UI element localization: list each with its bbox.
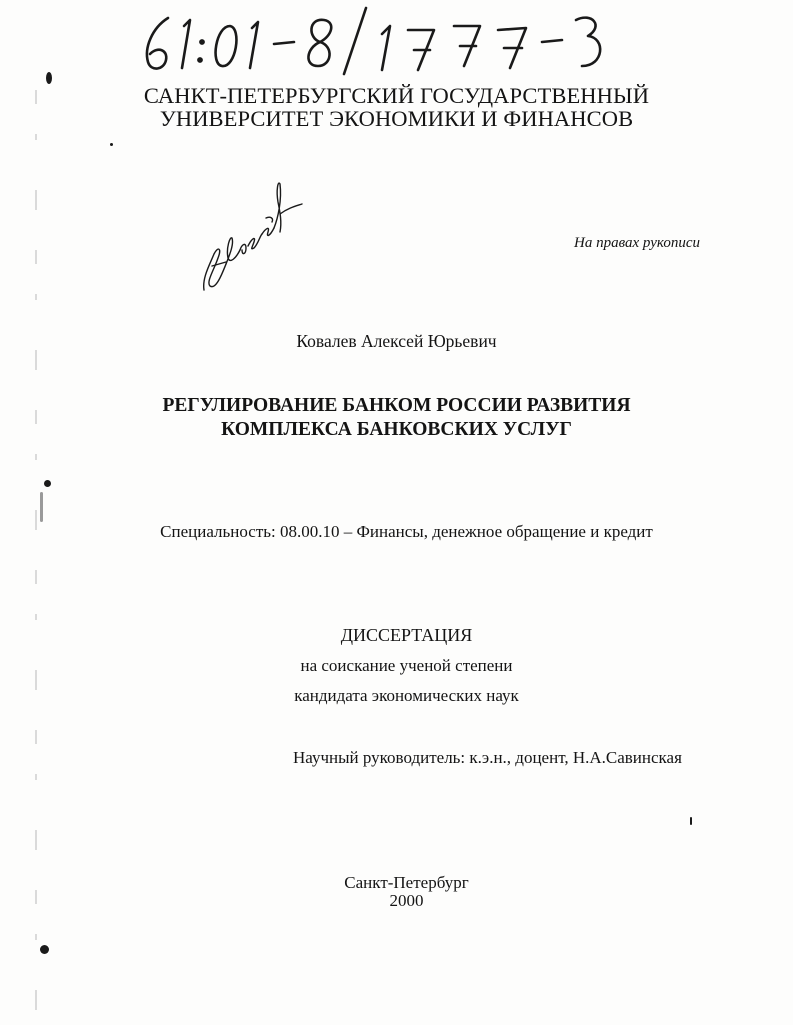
scan-speck xyxy=(110,143,113,146)
scan-speck xyxy=(40,945,49,954)
dissertation-title-line1: РЕГУЛИРОВАНИЕ БАНКОМ РОССИИ РАЗВИТИЯ xyxy=(162,395,631,416)
scan-speck xyxy=(44,480,51,487)
dissertation-heading: ДИССЕРТАЦИЯ xyxy=(340,625,473,645)
scan-speck xyxy=(40,492,43,522)
university-name-line1: САНКТ-ПЕТЕРБУРГСКИЙ ГОСУДАРСТВЕННЫЙ xyxy=(143,83,650,108)
degree-line1: на соискание ученой степени xyxy=(300,656,513,675)
scan-speck xyxy=(46,72,52,84)
rights-note: На правах рукописи xyxy=(574,235,700,251)
specialty: Специальность: 08.00.10 – Финансы, денежное обращение и кредит xyxy=(160,522,653,541)
dissertation-title-line2: КОМПЛЕКСА БАНКОВСКИХ УСЛУГ xyxy=(221,419,572,440)
city: Санкт-Петербург xyxy=(344,873,469,892)
scientific-advisor: Научный руководитель: к.э.н., доцент, Н.А.Савинская xyxy=(293,748,682,767)
handwritten-signature xyxy=(196,178,308,298)
scan-edge-line xyxy=(35,90,37,1020)
handwritten-archive-number xyxy=(138,4,608,76)
author-name: Ковалев Алексей Юрьевич xyxy=(296,331,497,351)
year: 2000 xyxy=(389,891,424,910)
university-name-line2: УНИВЕРСИТЕТ ЭКОНОМИКИ И ФИНАНСОВ xyxy=(159,106,634,131)
degree-line2: кандидата экономических наук xyxy=(294,686,519,705)
scan-speck xyxy=(690,817,692,825)
